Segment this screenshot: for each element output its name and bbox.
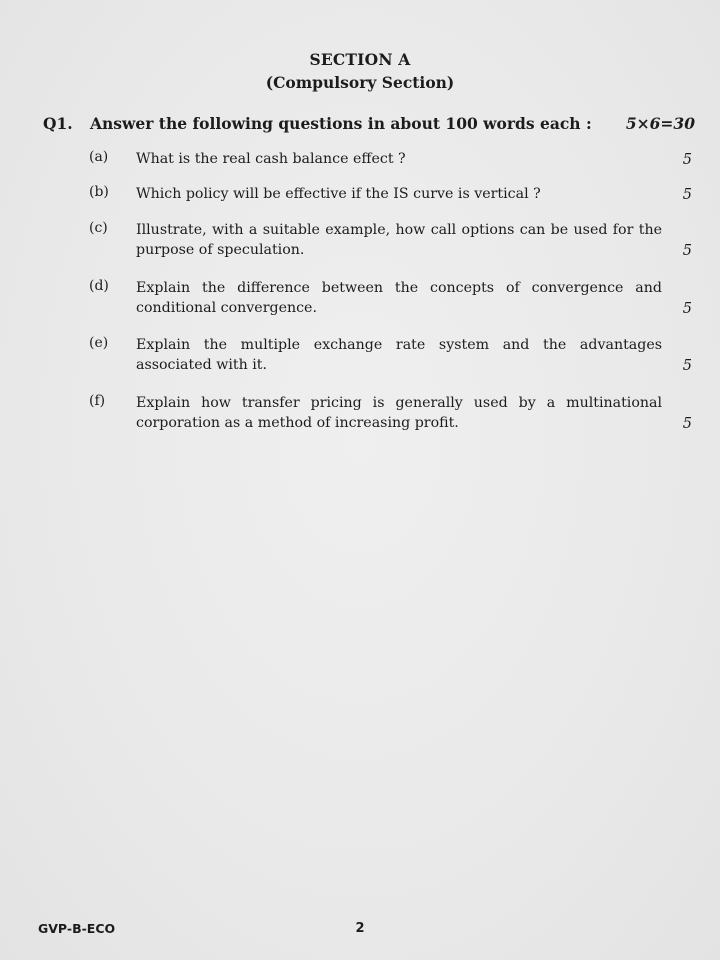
paper-code: GVP-B-ECO — [38, 921, 116, 936]
sub-question-text: What is the real cash balance effect ? — [136, 151, 406, 167]
sub-question-text: Explain the difference between the concepts of convergence and conditional convergence. — [136, 280, 662, 316]
sub-question-label: (c) — [89, 220, 108, 236]
question-number: Q1. — [43, 114, 73, 133]
sub-question-marks: 5 — [682, 243, 692, 259]
sub-question-text: Illustrate, with a suitable example, how call options can be used for the purpose of speculation. — [136, 222, 662, 258]
sub-question-marks: 5 — [682, 301, 692, 317]
sub-question-text: Explain the multiple exchange rate system and the advantages associated with it. — [136, 337, 662, 373]
sub-question-label: (b) — [89, 184, 109, 200]
sub-question-label: (a) — [89, 149, 109, 165]
sub-question-marks: 5 — [682, 152, 692, 168]
sub-question-label: (f) — [89, 393, 106, 409]
sub-question-marks: 5 — [682, 358, 692, 374]
question-instruction: Answer the following questions in about 100 words each : — [90, 114, 592, 133]
question-total-marks: 5×6=30 — [625, 114, 695, 133]
page-number: 2 — [355, 921, 365, 936]
sub-question-label: (d) — [89, 278, 109, 294]
sub-question-text: Which policy will be effective if the IS curve is vertical ? — [136, 186, 541, 202]
section-title: SECTION A — [309, 50, 411, 69]
sub-question-marks: 5 — [682, 187, 692, 203]
sub-question-text: Explain how transfer pricing is generally used by a multinational corporation as a method of increasing profit. — [136, 395, 662, 431]
sub-question-marks: 5 — [682, 416, 692, 432]
sub-question-label: (e) — [89, 335, 109, 351]
section-subtitle: (Compulsory Section) — [265, 73, 455, 92]
